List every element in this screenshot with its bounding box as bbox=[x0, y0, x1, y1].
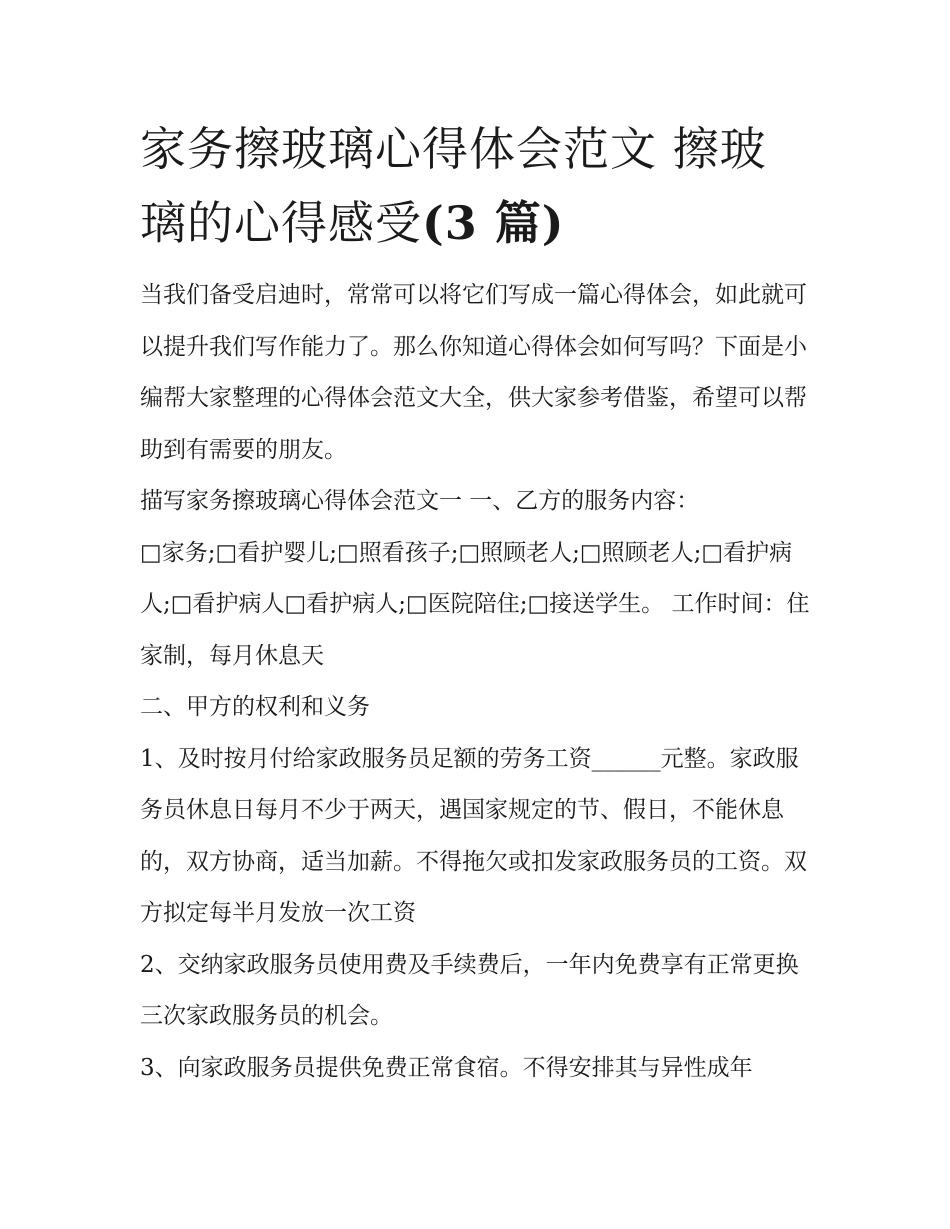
document-page bbox=[140, 112, 812, 1094]
paragraph-service-list: □家务;□看护婴儿;□照看孩子;□照顾老人;□照顾老人;□看护病人;□看护病人□看护病人;□医院陪住;□接送学生。 工作时间：住家制，每月休息天 bbox=[140, 539, 810, 669]
title-main: 家务擦玻璃心得体会范文 擦玻璃的心得感受 bbox=[140, 122, 767, 250]
paragraph-section-heading: 描写家务擦玻璃心得体会范文一 一、乙方的服务内容： bbox=[140, 488, 700, 514]
paragraph-item-2: 2、交纳家政服务员使用费及手续费后，一年内免费享有正常更换三次家政服务员的机会。 bbox=[140, 951, 799, 1029]
paragraph-intro: 当我们备受启迪时，常常可以将它们写成一篇心得体会，如此就可以提升我们写作能力了。那么你知道心得体会如何写吗？下面是小编帮大家整理的心得体会范文大全，供大家参考借鉴，希望可以帮助到有需要的朋友。 bbox=[140, 282, 807, 463]
paragraph-item-3: 3、向家政服务员提供免费正常食宿。不得安排其与异性成年 bbox=[140, 1054, 753, 1081]
title-suffix: (3 篇) bbox=[422, 196, 565, 250]
paragraph-item-1: 1、及时按月付给家政服务员足额的劳务工资______元整。家政服务员休息日每月不少于两天，遇国家规定的节、假日，不能休息的，双方协商，适当加薪。不得拖欠或扣发家政服务员的工资。双方拟定每半月发放一次工资 bbox=[140, 745, 807, 926]
document-title bbox=[140, 112, 812, 260]
paragraph-party-a-heading: 二、甲方的权利和义务 bbox=[140, 694, 370, 720]
